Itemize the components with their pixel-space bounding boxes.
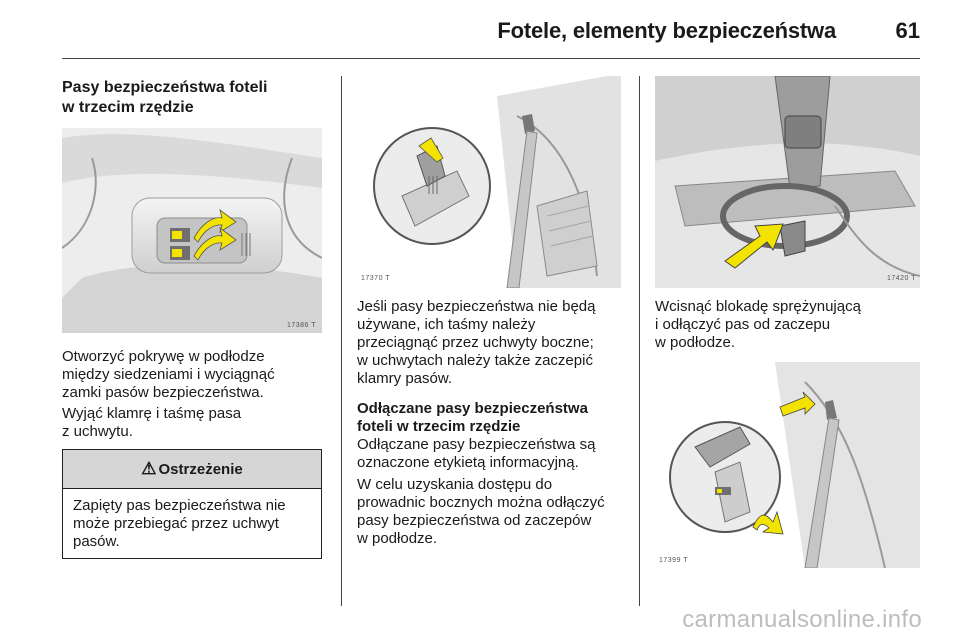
warning-title: Ostrzeżenie [158, 460, 243, 478]
paragraph-remove-buckle: Wyjąć klamrę i taśmę pasa z uchwytu. [62, 405, 242, 440]
paragraph-unused-belts: Jeśli pasy bezpieczeństwa nie będą używane, ich taśmy należy przeciągnąć przez uchwyty boczne; w uchwytach należy także zaczepić klamry pasów. [357, 298, 596, 387]
subheading-detachable-belts: Odłączane pasy bezpieczeństwa foteli w trzecim rzędzie [357, 400, 588, 435]
figure-code: 17370 T [361, 275, 391, 282]
page-number: 61 [895, 18, 920, 43]
illustration-side-holder [357, 76, 621, 288]
illustration-floor-buckles [62, 128, 322, 333]
warning-box [62, 449, 322, 559]
page-header-title: Fotele, elementy bezpieczeństwa [497, 18, 836, 43]
figure-code: 17386 T [286, 322, 316, 329]
section-heading-text: Pasy bezpieczeństwa foteli w trzecim rzędzie [62, 79, 268, 116]
watermark: carmanualsonline.info [682, 606, 922, 633]
figure-code: 17399 T [659, 557, 689, 564]
figure-code: 17420 T [886, 275, 916, 282]
illustration-release-lock [655, 362, 920, 568]
section-heading [62, 78, 322, 118]
warning-icon: ⚠ [141, 459, 157, 478]
illustration-floor-anchor [655, 76, 920, 288]
paragraph-open-cover: Otworzyć pokrywę w podłodze między siedzeniami i wyciągnąć zamki pasów bezpieczeństwa. [62, 348, 275, 401]
header-divider [62, 58, 920, 59]
warning-text: Zapięty pas bezpieczeństwa nie może przebiegać przez uchwyt pasów. [73, 497, 286, 550]
column-divider-right [639, 76, 640, 606]
paragraph-info-label: Odłączane pasy bezpieczeństwa są oznaczone etykietą informacyjną. [357, 436, 596, 471]
warning-header [63, 450, 321, 489]
paragraph-release-lock: Wcisnąć blokadę sprężynującą i odłączyć pas od zaczepu w podłodze. [655, 298, 861, 351]
column-divider-left [341, 76, 342, 606]
paragraph-side-guides: W celu uzyskania dostępu do prowadnic bocznych można odłączyć pasy bezpieczeństwa od zaczepów w podłodze. [357, 476, 605, 547]
